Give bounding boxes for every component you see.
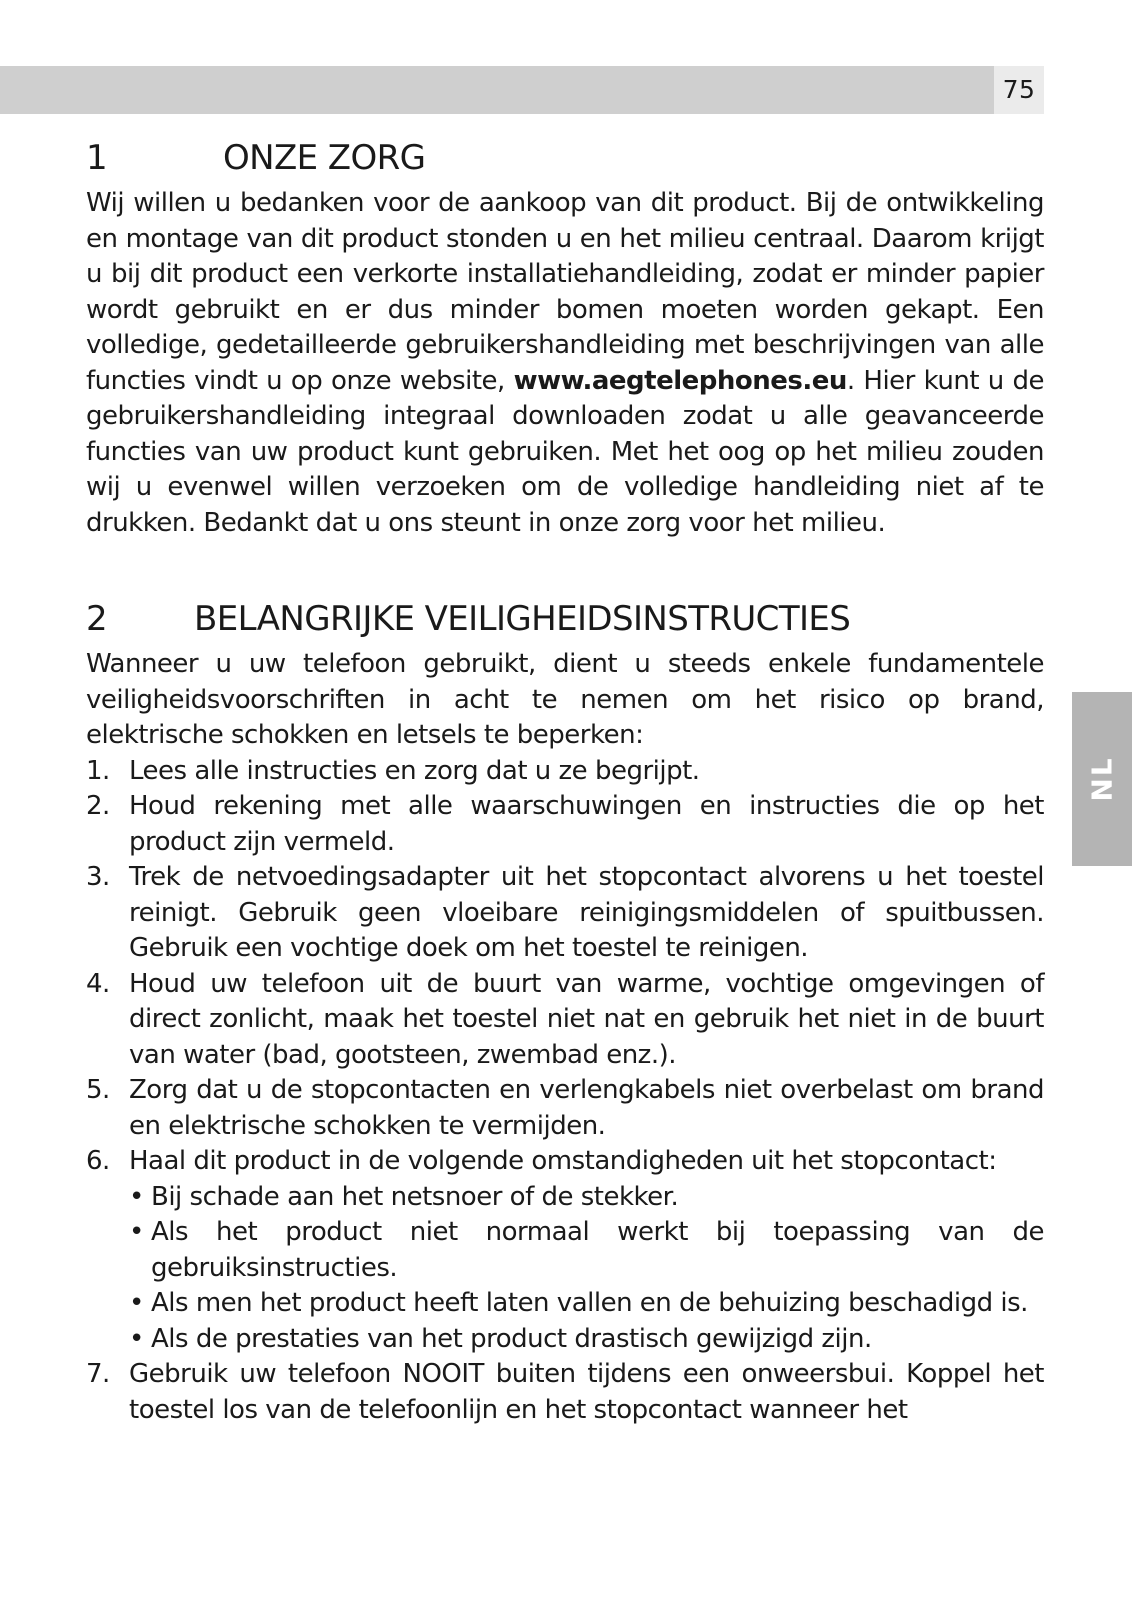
section-2-number: 2 [86, 599, 108, 639]
page-content [86, 136, 1044, 1428]
section-1-number: 1 [86, 138, 108, 178]
list-item-text: Trek de netvoedingsadapter uit het stopcontact alvorens u het toestel reinigt. Gebruik geen vloeibare reinigingsmiddelen of spuitbussen. Gebruik een vochtige doek om het toestel te reinigen. [129, 862, 1044, 963]
list-item-text: Haal dit product in de volgende omstandigheden uit het stopcontact: [129, 1146, 997, 1176]
safety-instructions-list [86, 754, 1044, 1429]
section-1-paragraph [86, 186, 1044, 541]
bullet-item [129, 1286, 1044, 1322]
list-item-index: 4. [86, 968, 110, 999]
bullet-item [129, 1215, 1044, 1286]
section-2-heading [86, 597, 1044, 641]
language-tab [1072, 692, 1132, 866]
list-item-index: 3. [86, 862, 110, 892]
bullet-marker: • [129, 1181, 144, 1212]
list-item-index: 7. [86, 1359, 110, 1389]
bullet-item-text: Als het product niet normaal werkt bij toepassing van de gebruiksinstructies. [151, 1217, 1044, 1283]
list-item [86, 789, 1044, 860]
unplug-conditions-list [129, 1180, 1044, 1358]
list-item-text: Houd uw telefoon uit de buurt van warme, vochtige omgevingen of direct zonlicht, maak het toestel niet nat en gebruik het niet in de buurt van water (bad, gootsteen, zwembad enz.). [129, 968, 1044, 1070]
list-item-text: Zorg dat u de stopcontacten en verlengkabels niet overbelast om brand en elektrische schokken te vermijden. [129, 1075, 1044, 1141]
section-2-intro: Wanneer u uw telefoon gebruikt, dient u steeds enkele fundamentele veiligheidsvoorschriften in acht te nemen om het risico op brand, elektrische schokken en letsels te beperken: [86, 649, 1044, 750]
section-1-text-before-link: Wij willen u bedanken voor de aankoop van dit product. Bij de ontwikkeling en montage van dit product stonden u en het milieu centraal. Daarom krijgt u bij dit product een verkorte installatiehandleiding, zodat er minder papier wordt gebruikt en er dus minder bomen moeten worden gekapt. Een volledige, gedetailleerde gebruikershandleiding met beschrijvingen van alle functies vindt u op onze website, [86, 188, 1044, 396]
list-item [86, 1357, 1044, 1428]
bullet-item-text: Als de prestaties van het product drastisch gewijzigd zijn. [151, 1323, 872, 1354]
website-link[interactable]: www.aegtelephones.eu [513, 365, 847, 396]
bullet-marker: • [129, 1288, 144, 1318]
list-item-text: Lees alle instructies en zorg dat u ze begrijpt. [129, 755, 700, 786]
bullet-item-text: Bij schade aan het netsnoer of de stekker. [151, 1181, 679, 1212]
list-item-index: 2. [86, 791, 110, 821]
list-item-text: Houd rekening met alle waarschuwingen en instructies die op het product zijn vermeld. [129, 791, 1044, 857]
list-item [86, 860, 1044, 967]
list-item-index: 1. [86, 755, 110, 786]
list-item [86, 1144, 1044, 1357]
section-2-title: BELANGRIJKE VEILIGHEIDSINSTRUCTIES [194, 599, 851, 639]
bullet-marker: • [129, 1323, 144, 1354]
list-item [86, 967, 1044, 1074]
language-tab-label: NL [1085, 756, 1119, 802]
bullet-item [129, 1180, 1044, 1216]
section-1-text-after-link: . Hier kunt u de gebruikershandleiding integraal downloaden zodat u alle geavanceerde functies van uw product kunt gebruiken. Met het oog op het milieu zouden wij u evenwel willen verzoeken om de volledige handleiding niet af te drukken. Bedankt dat u ons steunt in onze zorg voor het milieu. [86, 365, 1044, 538]
bullet-item [129, 1322, 1044, 1358]
bullet-item-text: Als men het product heeft laten vallen en de behuizing beschadigd is. [151, 1288, 1028, 1318]
section-1-title: ONZE ZORG [223, 138, 426, 178]
section-1-heading [86, 136, 1044, 180]
list-item [86, 1073, 1044, 1144]
bullet-marker: • [129, 1217, 144, 1247]
list-item-index: 6. [86, 1146, 110, 1176]
list-item [86, 754, 1044, 790]
page-number: 75 [994, 66, 1044, 114]
list-item-index: 5. [86, 1075, 110, 1105]
header-band [0, 66, 994, 114]
list-item-text: Gebruik uw telefoon NOOIT buiten tijdens een onweersbui. Koppel het toestel los van de telefoonlijn en het stopcontact wanneer het [129, 1359, 1044, 1425]
